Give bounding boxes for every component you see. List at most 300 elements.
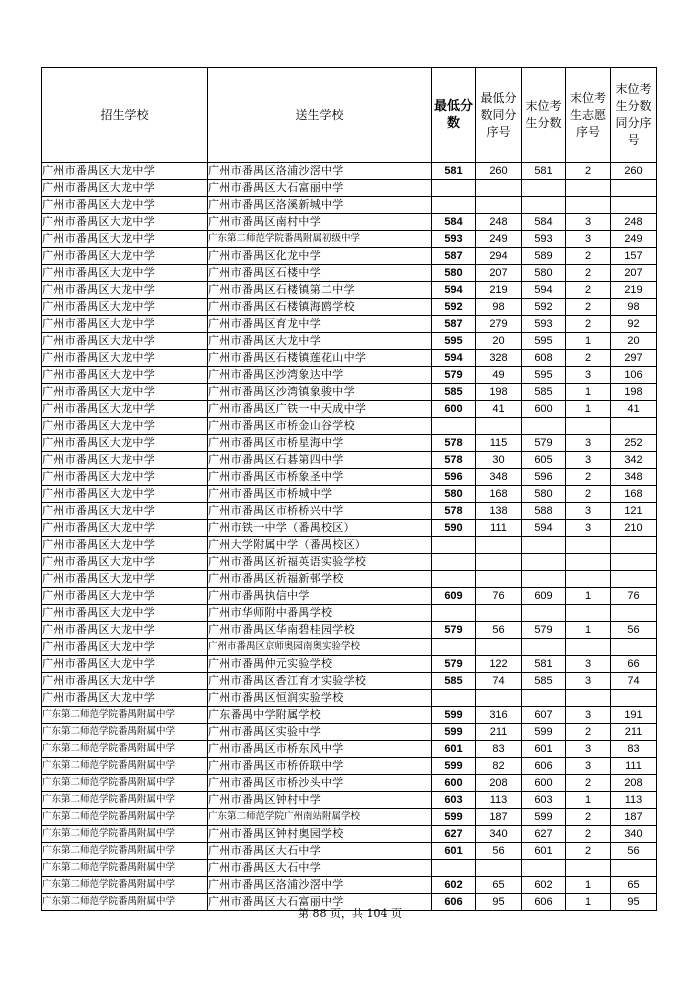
cell-last-score: 596 xyxy=(522,469,566,486)
cell-zs-school: 广州市番禺区大龙中学 xyxy=(42,163,208,180)
cell-last-score xyxy=(522,537,566,554)
cell-zs-school: 广州市番禺区大龙中学 xyxy=(42,690,208,707)
cell-last-score: 585 xyxy=(522,673,566,690)
cell-last-choice: 3 xyxy=(566,367,611,384)
cell-last-score: 580 xyxy=(522,486,566,503)
cell-last-choice: 1 xyxy=(566,877,611,894)
cell-last-choice: 2 xyxy=(566,486,611,503)
cell-min-same-rank: 340 xyxy=(476,826,522,843)
cell-last-choice: 3 xyxy=(566,520,611,537)
table-row xyxy=(42,367,657,384)
cell-last-choice xyxy=(566,197,611,214)
cell-last-same-rank: 56 xyxy=(611,843,657,860)
table-row xyxy=(42,826,657,843)
cell-ss-school: 广州市番禺区大石富丽中学 xyxy=(208,180,432,197)
cell-min-score: 579 xyxy=(432,656,476,673)
cell-min-same-rank: 248 xyxy=(476,214,522,231)
cell-min-same-rank: 168 xyxy=(476,486,522,503)
cell-min-same-rank: 82 xyxy=(476,758,522,775)
cell-min-score: 599 xyxy=(432,809,476,826)
cell-ss-school: 广州市番禺区沙湾象达中学 xyxy=(208,367,432,384)
cell-min-score: 603 xyxy=(432,792,476,809)
cell-min-score xyxy=(432,180,476,197)
cell-ss-school: 广州市番禺区香江育才实验学校 xyxy=(208,673,432,690)
cell-last-same-rank: 208 xyxy=(611,775,657,792)
cell-zs-school: 广州市番禺区大龙中学 xyxy=(42,265,208,282)
cell-min-score: 581 xyxy=(432,163,476,180)
table-row xyxy=(42,163,657,180)
table-row xyxy=(42,486,657,503)
cell-last-score: 581 xyxy=(522,656,566,673)
cell-last-score: 609 xyxy=(522,588,566,605)
cell-last-score: 600 xyxy=(522,401,566,418)
table-row xyxy=(42,248,657,265)
cell-min-score: 596 xyxy=(432,469,476,486)
cell-zs-school: 广州市番禺区大龙中学 xyxy=(42,605,208,622)
cell-ss-school: 广东第二师范学院番禺附属初级中学 xyxy=(208,231,432,248)
table-row xyxy=(42,673,657,690)
cell-zs-school: 广东第二师范学院番禺附属中学 xyxy=(42,758,208,775)
cell-last-same-rank: 83 xyxy=(611,741,657,758)
cell-last-same-rank: 249 xyxy=(611,231,657,248)
cell-last-choice: 1 xyxy=(566,333,611,350)
table-row xyxy=(42,741,657,758)
cell-ss-school: 广州市番禺区华南碧桂园学校 xyxy=(208,622,432,639)
cell-last-score: 600 xyxy=(522,775,566,792)
cell-last-choice: 3 xyxy=(566,452,611,469)
cell-last-choice: 2 xyxy=(566,265,611,282)
cell-zs-school: 广州市番禺区大龙中学 xyxy=(42,435,208,452)
cell-last-same-rank: 210 xyxy=(611,520,657,537)
cell-last-score: 602 xyxy=(522,877,566,894)
cell-min-same-rank: 56 xyxy=(476,843,522,860)
cell-min-score: 599 xyxy=(432,724,476,741)
cell-min-score: 606 xyxy=(432,894,476,911)
cell-min-same-rank: 211 xyxy=(476,724,522,741)
cell-last-choice xyxy=(566,418,611,435)
cell-zs-school: 广州市番禺区大龙中学 xyxy=(42,486,208,503)
table-row xyxy=(42,537,657,554)
cell-last-score xyxy=(522,860,566,877)
cell-last-choice: 1 xyxy=(566,401,611,418)
cell-ss-school: 广州市番禺区钟村中学 xyxy=(208,792,432,809)
cell-zs-school: 广州市番禺区大龙中学 xyxy=(42,418,208,435)
cell-zs-school: 广州市番禺区大龙中学 xyxy=(42,180,208,197)
table-row xyxy=(42,877,657,894)
cell-min-same-rank xyxy=(476,690,522,707)
cell-last-same-rank: 187 xyxy=(611,809,657,826)
cell-last-score xyxy=(522,571,566,588)
cell-last-score xyxy=(522,197,566,214)
cell-last-choice: 3 xyxy=(566,707,611,724)
table-row xyxy=(42,775,657,792)
cell-zs-school: 广东第二师范学院番禺附属中学 xyxy=(42,877,208,894)
cell-min-same-rank: 49 xyxy=(476,367,522,384)
cell-min-same-rank: 74 xyxy=(476,673,522,690)
cell-last-same-rank: 41 xyxy=(611,401,657,418)
cell-min-score: 594 xyxy=(432,350,476,367)
cell-zs-school: 广东第二师范学院番禺附属中学 xyxy=(42,809,208,826)
cell-last-choice xyxy=(566,571,611,588)
cell-last-score xyxy=(522,605,566,622)
cell-ss-school: 广州市番禺区市桥侨联中学 xyxy=(208,758,432,775)
cell-last-choice xyxy=(566,180,611,197)
table-row xyxy=(42,758,657,775)
cell-min-score: 585 xyxy=(432,673,476,690)
cell-min-score: 600 xyxy=(432,775,476,792)
cell-min-score: 601 xyxy=(432,741,476,758)
cell-ss-school: 广州市番禺仲元实验学校 xyxy=(208,656,432,673)
cell-min-same-rank: 122 xyxy=(476,656,522,673)
cell-ss-school: 广州市番禺区市桥金山谷学校 xyxy=(208,418,432,435)
table-row xyxy=(42,401,657,418)
cell-zs-school: 广州市番禺区大龙中学 xyxy=(42,656,208,673)
cell-last-same-rank xyxy=(611,639,657,656)
cell-last-same-rank: 348 xyxy=(611,469,657,486)
cell-last-choice xyxy=(566,554,611,571)
cell-min-same-rank: 279 xyxy=(476,316,522,333)
cell-min-same-rank: 316 xyxy=(476,707,522,724)
cell-min-same-rank: 207 xyxy=(476,265,522,282)
table-row xyxy=(42,384,657,401)
cell-last-choice: 3 xyxy=(566,673,611,690)
cell-last-same-rank: 248 xyxy=(611,214,657,231)
cell-min-score: 594 xyxy=(432,282,476,299)
cell-last-choice: 2 xyxy=(566,316,611,333)
cell-last-score xyxy=(522,554,566,571)
cell-min-score: 609 xyxy=(432,588,476,605)
cell-min-score xyxy=(432,554,476,571)
cell-zs-school: 广州市番禺区大龙中学 xyxy=(42,367,208,384)
cell-min-score xyxy=(432,537,476,554)
cell-min-same-rank xyxy=(476,418,522,435)
cell-ss-school: 广州市番禺区实验中学 xyxy=(208,724,432,741)
cell-last-score: 603 xyxy=(522,792,566,809)
cell-last-choice: 1 xyxy=(566,622,611,639)
cell-ss-school: 广州市番禺区洛浦沙滘中学 xyxy=(208,877,432,894)
cell-last-same-rank xyxy=(611,571,657,588)
cell-last-same-rank xyxy=(611,860,657,877)
cell-last-same-rank xyxy=(611,537,657,554)
cell-zs-school: 广州市番禺区大龙中学 xyxy=(42,231,208,248)
cell-min-score: 580 xyxy=(432,486,476,503)
cell-last-score: 593 xyxy=(522,231,566,248)
cell-min-score xyxy=(432,197,476,214)
admission-score-table xyxy=(41,67,657,911)
cell-last-choice: 2 xyxy=(566,282,611,299)
cell-ss-school: 广州市番禺区洛溪新城中学 xyxy=(208,197,432,214)
cell-min-same-rank: 30 xyxy=(476,452,522,469)
cell-min-same-rank: 95 xyxy=(476,894,522,911)
cell-zs-school: 广州市番禺区大龙中学 xyxy=(42,503,208,520)
cell-last-same-rank: 191 xyxy=(611,707,657,724)
cell-last-choice: 1 xyxy=(566,792,611,809)
cell-zs-school: 广州市番禺区大龙中学 xyxy=(42,197,208,214)
table-row xyxy=(42,520,657,537)
table-row xyxy=(42,554,657,571)
cell-min-score: 579 xyxy=(432,367,476,384)
cell-last-same-rank: 121 xyxy=(611,503,657,520)
cell-ss-school: 广州市番禺区育龙中学 xyxy=(208,316,432,333)
cell-zs-school: 广州市番禺区大龙中学 xyxy=(42,401,208,418)
table-row xyxy=(42,452,657,469)
cell-zs-school: 广州市番禺区大龙中学 xyxy=(42,333,208,350)
cell-last-same-rank: 74 xyxy=(611,673,657,690)
table-row xyxy=(42,860,657,877)
cell-zs-school: 广东第二师范学院番禺附属中学 xyxy=(42,775,208,792)
cell-min-same-rank: 219 xyxy=(476,282,522,299)
cell-min-score: 587 xyxy=(432,316,476,333)
table-row xyxy=(42,265,657,282)
table-row xyxy=(42,469,657,486)
cell-last-same-rank: 260 xyxy=(611,163,657,180)
table-row xyxy=(42,639,657,656)
cell-last-choice xyxy=(566,605,611,622)
cell-min-score xyxy=(432,571,476,588)
table-row xyxy=(42,792,657,809)
cell-ss-school: 广州市番禺区大石中学 xyxy=(208,860,432,877)
cell-zs-school: 广州市番禺区大龙中学 xyxy=(42,622,208,639)
cell-min-score xyxy=(432,690,476,707)
cell-min-same-rank: 41 xyxy=(476,401,522,418)
table-row xyxy=(42,809,657,826)
header-zs-school: 招生学校 xyxy=(42,68,208,163)
cell-ss-school: 广州市番禺区市桥星海中学 xyxy=(208,435,432,452)
cell-last-same-rank: 252 xyxy=(611,435,657,452)
cell-ss-school: 广州市番禺区大龙中学 xyxy=(208,333,432,350)
cell-zs-school: 广东第二师范学院番禺附属中学 xyxy=(42,724,208,741)
cell-last-same-rank: 56 xyxy=(611,622,657,639)
cell-last-score xyxy=(522,639,566,656)
cell-min-same-rank: 56 xyxy=(476,622,522,639)
cell-last-same-rank: 198 xyxy=(611,384,657,401)
cell-zs-school: 广州市番禺区大龙中学 xyxy=(42,571,208,588)
cell-last-score xyxy=(522,690,566,707)
cell-last-score: 601 xyxy=(522,843,566,860)
cell-last-choice: 3 xyxy=(566,656,611,673)
cell-last-choice: 2 xyxy=(566,809,611,826)
header-last-score: 末位考生分数 xyxy=(522,68,566,163)
cell-last-score: 585 xyxy=(522,384,566,401)
cell-last-score: 599 xyxy=(522,724,566,741)
cell-last-same-rank xyxy=(611,554,657,571)
cell-min-score: 601 xyxy=(432,843,476,860)
cell-last-choice: 2 xyxy=(566,350,611,367)
table-row xyxy=(42,707,657,724)
cell-last-choice: 2 xyxy=(566,826,611,843)
cell-last-same-rank: 76 xyxy=(611,588,657,605)
cell-ss-school: 广州市番禺区祈福英语实验学校 xyxy=(208,554,432,571)
cell-zs-school: 广州市番禺区大龙中学 xyxy=(42,248,208,265)
cell-zs-school: 广州市番禺区大龙中学 xyxy=(42,282,208,299)
cell-min-same-rank: 111 xyxy=(476,520,522,537)
cell-last-choice: 3 xyxy=(566,435,611,452)
cell-zs-school: 广州市番禺区大龙中学 xyxy=(42,214,208,231)
cell-min-same-rank xyxy=(476,639,522,656)
cell-zs-school: 广州市番禺区大龙中学 xyxy=(42,673,208,690)
cell-min-same-rank: 328 xyxy=(476,350,522,367)
cell-ss-school: 广州市番禺区南村中学 xyxy=(208,214,432,231)
cell-min-score: 627 xyxy=(432,826,476,843)
cell-last-score: 594 xyxy=(522,520,566,537)
cell-min-score xyxy=(432,605,476,622)
cell-last-same-rank: 207 xyxy=(611,265,657,282)
cell-ss-school: 广州市番禺区化龙中学 xyxy=(208,248,432,265)
cell-ss-school: 广州大学附属中学（番禺校区） xyxy=(208,537,432,554)
cell-min-score: 578 xyxy=(432,503,476,520)
cell-zs-school: 广州市番禺区大龙中学 xyxy=(42,639,208,656)
cell-zs-school: 广州市番禺区大龙中学 xyxy=(42,537,208,554)
table-row xyxy=(42,180,657,197)
cell-min-same-rank xyxy=(476,197,522,214)
cell-last-score: 607 xyxy=(522,707,566,724)
cell-last-same-rank: 342 xyxy=(611,452,657,469)
header-ss-school: 送生学校 xyxy=(208,68,432,163)
cell-ss-school: 广东第二师范学院广州南站附属学校 xyxy=(208,809,432,826)
cell-min-score: 592 xyxy=(432,299,476,316)
cell-last-same-rank: 340 xyxy=(611,826,657,843)
cell-last-score: 627 xyxy=(522,826,566,843)
cell-zs-school: 广州市番禺区大龙中学 xyxy=(42,469,208,486)
cell-last-score: 594 xyxy=(522,282,566,299)
cell-last-score: 606 xyxy=(522,894,566,911)
table-row xyxy=(42,350,657,367)
header-min-same-rank: 最低分数同分序号 xyxy=(476,68,522,163)
cell-last-same-rank: 168 xyxy=(611,486,657,503)
cell-last-choice: 3 xyxy=(566,503,611,520)
cell-zs-school: 广东第二师范学院番禺附属中学 xyxy=(42,707,208,724)
cell-min-same-rank: 249 xyxy=(476,231,522,248)
table-row xyxy=(42,418,657,435)
table-row xyxy=(42,605,657,622)
cell-min-same-rank: 198 xyxy=(476,384,522,401)
cell-min-same-rank xyxy=(476,860,522,877)
cell-min-same-rank: 187 xyxy=(476,809,522,826)
cell-zs-school: 广东第二师范学院番禺附属中学 xyxy=(42,792,208,809)
cell-last-choice: 2 xyxy=(566,775,611,792)
table-row xyxy=(42,656,657,673)
cell-last-same-rank: 92 xyxy=(611,316,657,333)
cell-zs-school: 广东第二师范学院番禺附属中学 xyxy=(42,894,208,911)
cell-last-same-rank: 211 xyxy=(611,724,657,741)
cell-min-score: 580 xyxy=(432,265,476,282)
table-row xyxy=(42,843,657,860)
cell-last-choice xyxy=(566,860,611,877)
table-row xyxy=(42,435,657,452)
cell-ss-school: 广东番禺中学附属学校 xyxy=(208,707,432,724)
cell-ss-school: 广州市华师附中番禺学校 xyxy=(208,605,432,622)
table-row xyxy=(42,316,657,333)
cell-zs-school: 广州市番禺区大龙中学 xyxy=(42,384,208,401)
cell-min-same-rank: 208 xyxy=(476,775,522,792)
cell-min-score: 600 xyxy=(432,401,476,418)
cell-last-choice xyxy=(566,639,611,656)
cell-last-score: 606 xyxy=(522,758,566,775)
cell-ss-school: 广州市番禺区恒润实验学校 xyxy=(208,690,432,707)
cell-last-score: 599 xyxy=(522,809,566,826)
cell-min-score xyxy=(432,418,476,435)
cell-min-same-rank: 113 xyxy=(476,792,522,809)
cell-zs-school: 广州市番禺区大龙中学 xyxy=(42,350,208,367)
cell-last-same-rank: 106 xyxy=(611,367,657,384)
cell-last-same-rank: 98 xyxy=(611,299,657,316)
cell-min-same-rank xyxy=(476,180,522,197)
cell-zs-school: 广州市番禺区大龙中学 xyxy=(42,316,208,333)
cell-ss-school: 广州市番禺区京师奥园南奥实验学校 xyxy=(208,639,432,656)
cell-ss-school: 广州市番禺区沙湾镇象骏中学 xyxy=(208,384,432,401)
cell-ss-school: 广州市番禺区石楼镇海鸥学校 xyxy=(208,299,432,316)
cell-last-choice: 2 xyxy=(566,724,611,741)
cell-last-score xyxy=(522,418,566,435)
cell-ss-school: 广州市番禺区市桥沙头中学 xyxy=(208,775,432,792)
cell-ss-school: 广州市番禺区市桥东风中学 xyxy=(208,741,432,758)
cell-last-choice: 3 xyxy=(566,231,611,248)
cell-last-choice: 2 xyxy=(566,248,611,265)
cell-ss-school: 广州市番禺区石楼中学 xyxy=(208,265,432,282)
cell-last-choice: 1 xyxy=(566,894,611,911)
cell-last-same-rank: 297 xyxy=(611,350,657,367)
table-row xyxy=(42,197,657,214)
header-last-same-rank: 末位考生分数同分序号 xyxy=(611,68,657,163)
cell-min-same-rank xyxy=(476,554,522,571)
cell-zs-school: 广州市番禺区大龙中学 xyxy=(42,520,208,537)
cell-min-score: 599 xyxy=(432,758,476,775)
cell-last-same-rank: 95 xyxy=(611,894,657,911)
cell-ss-school: 广州市番禺区市桥象圣中学 xyxy=(208,469,432,486)
cell-zs-school: 广州市番禺区大龙中学 xyxy=(42,554,208,571)
cell-last-same-rank: 66 xyxy=(611,656,657,673)
table-row xyxy=(42,231,657,248)
cell-last-choice: 2 xyxy=(566,299,611,316)
cell-min-same-rank: 65 xyxy=(476,877,522,894)
cell-zs-school: 广东第二师范学院番禺附属中学 xyxy=(42,843,208,860)
cell-min-score: 590 xyxy=(432,520,476,537)
table-row xyxy=(42,690,657,707)
table-row xyxy=(42,214,657,231)
cell-last-same-rank: 113 xyxy=(611,792,657,809)
cell-ss-school: 广州市番禺区大石中学 xyxy=(208,843,432,860)
table-row xyxy=(42,333,657,350)
cell-min-same-rank: 260 xyxy=(476,163,522,180)
cell-zs-school: 广东第二师范学院番禺附属中学 xyxy=(42,826,208,843)
cell-last-score: 595 xyxy=(522,367,566,384)
cell-last-score: 580 xyxy=(522,265,566,282)
cell-last-score: 579 xyxy=(522,622,566,639)
cell-zs-school: 广州市番禺区大龙中学 xyxy=(42,299,208,316)
cell-ss-school: 广州市番禺区广铁一中天成中学 xyxy=(208,401,432,418)
cell-min-same-rank: 83 xyxy=(476,741,522,758)
cell-last-choice: 3 xyxy=(566,214,611,231)
cell-last-score: 592 xyxy=(522,299,566,316)
cell-ss-school: 广州市番禺执信中学 xyxy=(208,588,432,605)
cell-min-score: 578 xyxy=(432,452,476,469)
cell-min-score xyxy=(432,860,476,877)
table-row xyxy=(42,571,657,588)
cell-last-choice xyxy=(566,537,611,554)
cell-last-score: 588 xyxy=(522,503,566,520)
cell-min-score: 595 xyxy=(432,333,476,350)
table-row xyxy=(42,503,657,520)
table-row xyxy=(42,282,657,299)
cell-last-same-rank xyxy=(611,690,657,707)
cell-min-score: 599 xyxy=(432,707,476,724)
cell-last-same-rank xyxy=(611,418,657,435)
cell-last-score xyxy=(522,180,566,197)
cell-last-score: 579 xyxy=(522,435,566,452)
cell-last-same-rank: 219 xyxy=(611,282,657,299)
cell-ss-school: 广州市番禺区石楼镇第二中学 xyxy=(208,282,432,299)
page-footer: 第 88 页，共 104 页 xyxy=(298,907,402,920)
